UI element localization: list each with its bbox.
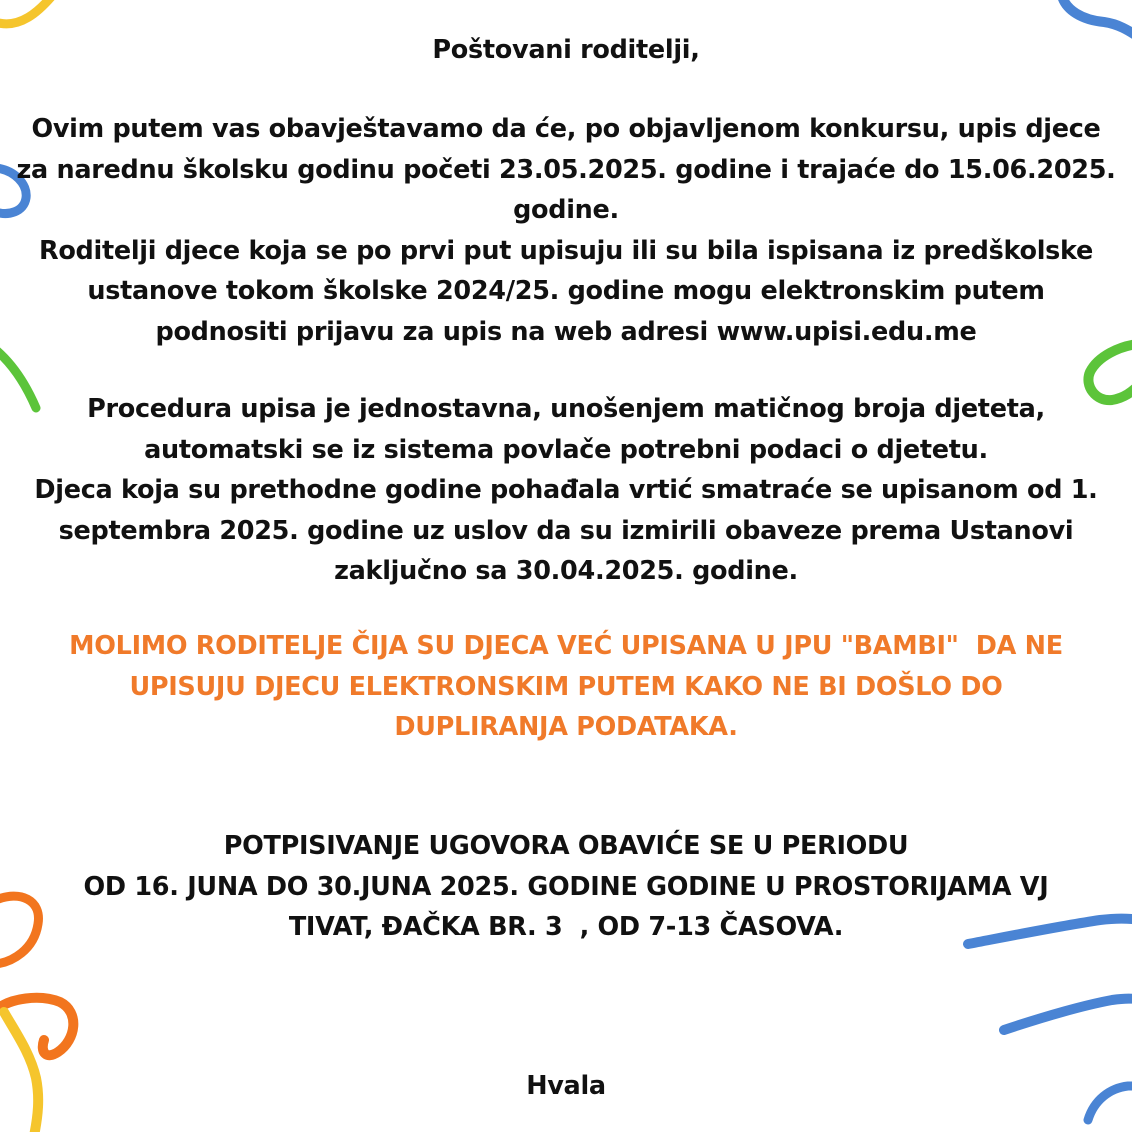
contract-line: POTPISIVANJE UGOVORA OBAVIĆE SE U PERIODU bbox=[223, 831, 909, 861]
paragraph-line: Roditelji djece koja se po prvi put upisuju ili su bila ispisana iz predškolske bbox=[39, 235, 1093, 266]
closing-line: Hvala bbox=[526, 1071, 606, 1101]
procedure-paragraph bbox=[0, 389, 1132, 592]
yellow-squiggle-top-left bbox=[0, 0, 52, 24]
paragraph-line: godine. bbox=[513, 195, 619, 226]
paragraph-line: podnositi prijavu za upis na web adresi www.upisi.edu.me bbox=[155, 316, 977, 347]
paragraph-line: zaključno sa 30.04.2025. godine. bbox=[334, 556, 798, 587]
paragraph-line: septembra 2025. godine uz uslov da su izmirili obaveze prema Ustanovi bbox=[58, 515, 1074, 546]
contract-line: OD 16. JUNA DO 30.JUNA 2025. GODINE GODINE U PROSTORIJAMA VJ bbox=[83, 871, 1049, 902]
paragraph-line: Djeca koja su prethodne godine pohađala vrtić smatraće se upisanom od 1. bbox=[34, 475, 1098, 506]
paragraph-line: automatski se iz sistema povlače potrebni podaci o djetetu. bbox=[144, 434, 988, 465]
paragraph-line: ustanove tokom školske 2024/25. godine mogu elektronskim putem bbox=[87, 276, 1045, 307]
paragraph-line: Ovim putem vas obavještavamo da će, po objavljenom konkursu, upis djece bbox=[31, 114, 1101, 144]
blue-squiggle-right-bottom bbox=[1004, 999, 1132, 1031]
enrollment-paragraph bbox=[0, 109, 1132, 353]
paragraph-line: Procedura upisa je jednostavna, unošenjem matičnog broja djeteta, bbox=[87, 394, 1045, 424]
contract-signing-info bbox=[0, 826, 1132, 948]
notice-line: UPISUJU DJECU ELEKTRONSKIM PUTEM KAKO NE BI DOŠLO DO bbox=[129, 671, 1003, 702]
notice-line: MOLIMO RODITELJE ČIJA SU DJECA VEĆ UPISANA U JPU "BAMBI" DA NE bbox=[69, 631, 1063, 661]
contract-line: TIVAT, ĐAČKA BR. 3 , OD 7-13 ČASOVA. bbox=[288, 912, 844, 943]
greeting-line: Poštovani roditelji, bbox=[432, 35, 700, 65]
greeting bbox=[0, 30, 1132, 71]
warning-notice bbox=[0, 626, 1132, 748]
closing bbox=[0, 1066, 1132, 1107]
notice-line: DUPLIRANJA PODATAKA. bbox=[394, 712, 738, 743]
paragraph-line: za narednu školsku godinu početi 23.05.2025. godine i trajaće do 15.06.2025. bbox=[16, 154, 1116, 185]
